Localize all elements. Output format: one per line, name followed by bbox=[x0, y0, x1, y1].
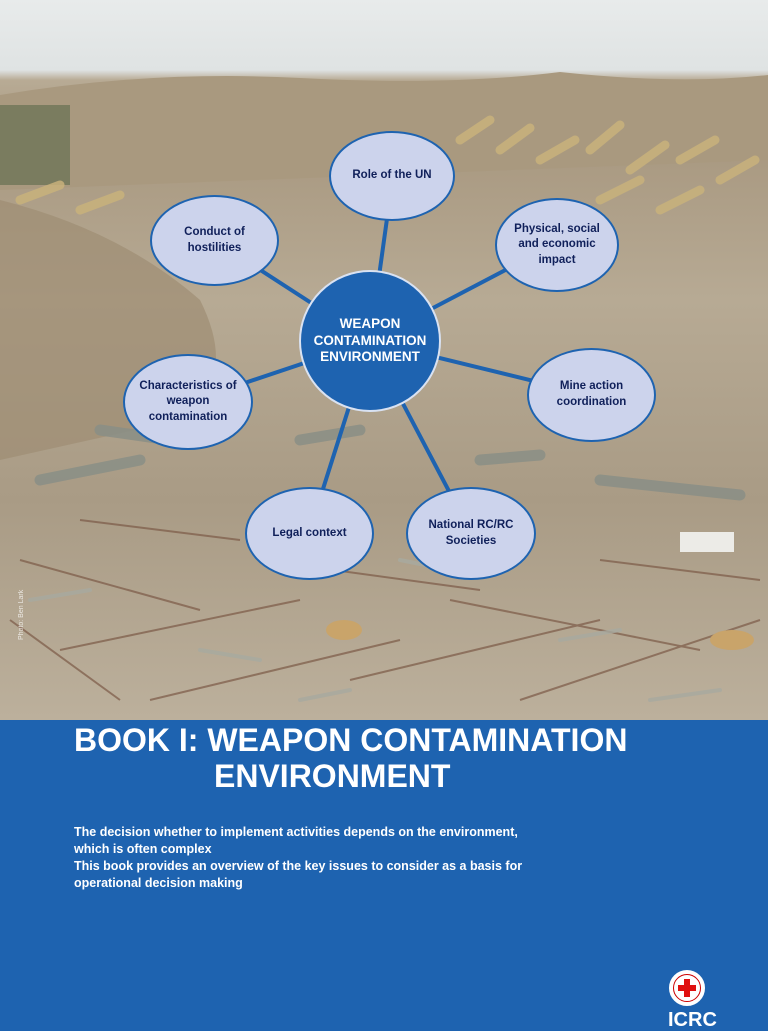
book-title-line2: ENVIRONMENT bbox=[214, 758, 451, 794]
description-line1: The decision whether to implement activities depends on the environment, which is often complex bbox=[74, 825, 518, 856]
photo-credit: Photo: Ben Lark bbox=[18, 589, 25, 640]
node-national-rc-societies bbox=[406, 487, 536, 580]
node-label: National RC/RC Societies bbox=[428, 518, 514, 547]
node-label: Mine action coordination bbox=[556, 380, 627, 408]
node-characteristics-of-weapon-contamination bbox=[123, 354, 253, 450]
node-label: Role of the UN bbox=[352, 169, 432, 182]
book-title-line1: BOOK I: WEAPON CONTAMINATION bbox=[74, 722, 628, 758]
description-line2: This book provides an overview of the key issues to consider as a basis for operational decision making bbox=[74, 859, 523, 890]
node-label: Conduct of hostilities bbox=[184, 225, 245, 254]
node-conduct-of-hostilities bbox=[150, 195, 279, 286]
book-description bbox=[74, 824, 534, 892]
red-cross-emblem-icon bbox=[669, 970, 705, 1006]
center-label: WEAPON CONTAMINATION ENVIRONMENT bbox=[313, 315, 427, 365]
node-legal-context bbox=[245, 487, 374, 580]
node-center-weapon-contamination-environment bbox=[299, 270, 441, 412]
brand-name: ICRC bbox=[668, 1009, 717, 1031]
node-physical-social-economic-impact bbox=[495, 198, 619, 292]
book-title bbox=[74, 722, 714, 794]
node-label: Characteristics of weapon contamination bbox=[139, 379, 237, 423]
node-mine-action-coordination bbox=[527, 348, 656, 442]
node-label: Legal context bbox=[272, 526, 347, 539]
node-role-of-un bbox=[329, 131, 455, 221]
node-label: Physical, social and economic impact bbox=[514, 222, 600, 266]
